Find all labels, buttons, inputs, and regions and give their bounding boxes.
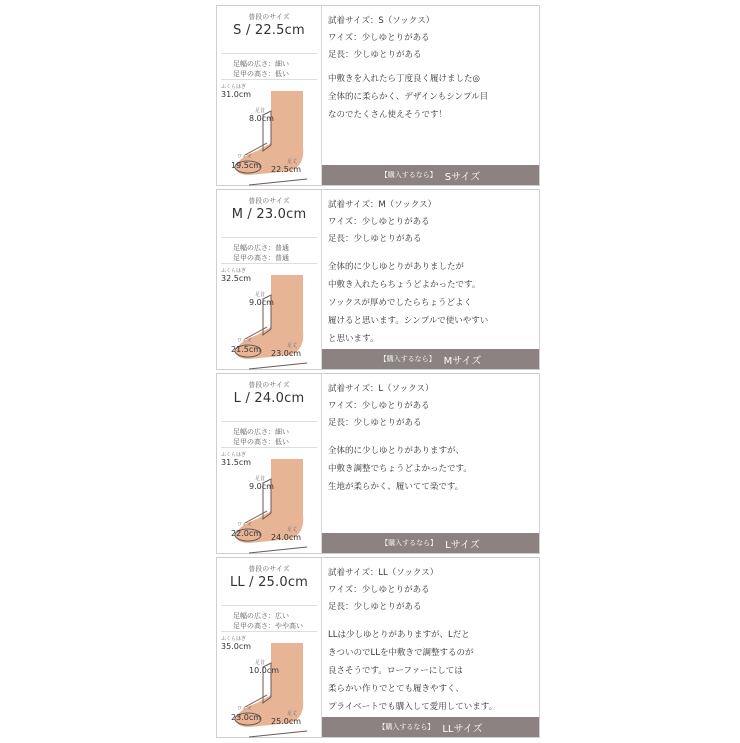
comment-line: 中敷きを入れたら丁度良く履けました◎ bbox=[328, 74, 480, 84]
tried-size-spec bbox=[328, 381, 535, 432]
size-review-card bbox=[216, 189, 540, 370]
spec-line: 試着サイズ：M（ソックス） bbox=[328, 200, 437, 210]
review-panel bbox=[322, 374, 539, 553]
instep-height-line: 足甲の高さ：やや高い bbox=[233, 622, 303, 630]
buy-size-label: Sサイズ bbox=[444, 171, 481, 183]
foot-diagram bbox=[219, 265, 319, 371]
comment-line: 全体的に柔らかく、デザインもシンプル目 bbox=[328, 92, 489, 102]
buy-size-button[interactable] bbox=[322, 717, 539, 737]
spec-line: ワイズ：少しゆとりがある bbox=[328, 33, 430, 43]
ankle-value: 10.0cm bbox=[249, 666, 280, 675]
comment-line: 良さそうです。ローファーにしては bbox=[328, 666, 463, 676]
tried-size-spec bbox=[328, 565, 535, 616]
comment-line: LLは少しゆとりがありますが、Lだと bbox=[328, 630, 470, 640]
wise-caption: ワイズ bbox=[237, 522, 252, 528]
wise-value: 21.5cm bbox=[231, 345, 262, 354]
foot-attributes bbox=[221, 53, 317, 80]
buy-size-prefix: 【購入するなら】 bbox=[380, 171, 437, 179]
usual-size-value: M / 23.0cm bbox=[231, 207, 307, 222]
review-panel bbox=[322, 190, 539, 369]
calf-value: 32.5cm bbox=[221, 274, 252, 283]
foot-width-line: 足幅の広さ：普通 bbox=[233, 244, 289, 252]
ankle-value: 8.0cm bbox=[249, 114, 274, 123]
buy-size-prefix: 【購入するなら】 bbox=[378, 723, 435, 731]
usual-size-label: 普段のサイズ bbox=[248, 197, 290, 205]
ankle-caption: 足首 bbox=[255, 476, 266, 482]
foot-diagram bbox=[219, 633, 319, 739]
comment-line: きついのでLLを中敷きで調整するのが bbox=[328, 648, 474, 658]
spec-line: 試着サイズ：S（ソックス） bbox=[328, 16, 435, 26]
review-comment bbox=[328, 626, 535, 716]
comment-line: なのでたくさん使えそうです！ bbox=[328, 110, 448, 120]
foot-width-line: 足幅の広さ：広い bbox=[233, 612, 289, 620]
size-review-card bbox=[216, 373, 540, 554]
comment-line: 柔らかい作りでとても履きやすく、 bbox=[328, 684, 464, 694]
foot-diagram bbox=[219, 81, 319, 187]
spec-line: ワイズ：少しゆとりがある bbox=[328, 585, 430, 595]
wise-caption: ワイズ bbox=[237, 706, 252, 712]
spec-line: ワイズ：少しゆとりがある bbox=[328, 217, 430, 227]
buy-size-label: Mサイズ bbox=[443, 355, 482, 367]
wise-caption: ワイズ bbox=[237, 154, 252, 160]
buy-size-prefix: 【購入するなら】 bbox=[379, 355, 436, 363]
wise-value: 22.0cm bbox=[231, 529, 262, 538]
buy-size-button[interactable] bbox=[322, 349, 539, 369]
review-panel bbox=[322, 558, 539, 737]
length-caption: 足丈 bbox=[287, 159, 298, 165]
buy-size-label: LLサイズ bbox=[442, 723, 483, 735]
spec-line: 試着サイズ：LL（ソックス） bbox=[328, 568, 439, 578]
wise-value: 19.5cm bbox=[231, 161, 262, 170]
comment-line: ソックスが厚めでしたらちょうどよく bbox=[328, 298, 472, 308]
comment-line: プライベートでも購入して愛用しています。 bbox=[328, 702, 498, 712]
ankle-caption: 足首 bbox=[255, 292, 266, 298]
calf-value: 31.0cm bbox=[221, 90, 252, 99]
tried-size-spec bbox=[328, 13, 535, 64]
usual-size-value: S / 22.5cm bbox=[233, 23, 305, 38]
foot-attributes bbox=[221, 237, 317, 264]
length-caption: 足丈 bbox=[287, 343, 298, 349]
spec-line: 足長：少しゆとりがある bbox=[328, 50, 422, 60]
foot-diagram bbox=[219, 449, 319, 555]
review-comment bbox=[328, 258, 535, 348]
tried-size-spec bbox=[328, 197, 535, 248]
instep-height-line: 足甲の高さ：低い bbox=[233, 438, 289, 446]
calf-value: 35.0cm bbox=[221, 642, 252, 651]
instep-height-line: 足甲の高さ：低い bbox=[233, 70, 289, 78]
length-caption: 足丈 bbox=[287, 527, 298, 533]
foot-attributes bbox=[221, 605, 317, 632]
spec-line: ワイズ：少しゆとりがある bbox=[328, 401, 430, 411]
spec-line: 足長：少しゆとりがある bbox=[328, 602, 422, 612]
buy-size-label: Lサイズ bbox=[445, 539, 480, 551]
buy-size-button[interactable] bbox=[322, 165, 539, 185]
usual-size-label: 普段のサイズ bbox=[248, 13, 290, 21]
calf-caption: ふくらはぎ bbox=[221, 636, 247, 642]
size-review-card bbox=[216, 557, 540, 738]
review-panel bbox=[322, 6, 539, 185]
size-review-card bbox=[216, 5, 540, 186]
wise-caption: ワイズ bbox=[237, 338, 252, 344]
foot-attributes bbox=[221, 421, 317, 448]
review-comment bbox=[328, 442, 535, 496]
calf-caption: ふくらはぎ bbox=[221, 84, 247, 90]
comment-line: 中敷き調整でちょうどよかったです。 bbox=[328, 464, 472, 474]
ankle-value: 9.0cm bbox=[249, 482, 274, 491]
calf-caption: ふくらはぎ bbox=[221, 452, 247, 458]
review-comment bbox=[328, 70, 535, 124]
foot-width-line: 足幅の広さ：細い bbox=[233, 428, 289, 436]
calf-value: 31.5cm bbox=[221, 458, 252, 467]
spec-line: 足長：少しゆとりがある bbox=[328, 234, 422, 244]
ankle-caption: 足首 bbox=[255, 660, 266, 666]
comment-line: 全体的に少しゆとりがありますが、 bbox=[328, 446, 465, 456]
ankle-value: 9.0cm bbox=[249, 298, 274, 307]
measurement-panel bbox=[217, 558, 322, 737]
measurement-panel bbox=[217, 6, 322, 185]
usual-size-label: 普段のサイズ bbox=[248, 381, 290, 389]
spec-line: 足長：少しゆとりがある bbox=[328, 418, 422, 428]
comment-line: 中敷き入れたらちょうどよかったです。 bbox=[328, 280, 481, 290]
length-value: 25.0cm bbox=[271, 717, 302, 726]
spec-line: 試着サイズ：L（ソックス） bbox=[328, 384, 434, 394]
length-value: 24.0cm bbox=[271, 533, 302, 542]
instep-height-line: 足甲の高さ：普通 bbox=[233, 254, 289, 262]
foot-width-line: 足幅の広さ：細い bbox=[233, 60, 289, 68]
usual-size-label: 普段のサイズ bbox=[248, 565, 290, 573]
measurement-panel bbox=[217, 190, 322, 369]
measurement-panel bbox=[217, 374, 322, 553]
comment-line: 生地が柔らかく、履いてて楽です。 bbox=[328, 482, 464, 492]
wise-value: 23.0cm bbox=[231, 713, 262, 722]
comment-line: 履けると思います。シンプルで使いやすい bbox=[328, 316, 489, 326]
usual-size-value: LL / 25.0cm bbox=[229, 575, 309, 590]
buy-size-prefix: 【購入するなら】 bbox=[381, 539, 438, 547]
length-value: 22.5cm bbox=[271, 165, 302, 174]
length-caption: 足丈 bbox=[287, 711, 298, 717]
buy-size-button[interactable] bbox=[322, 533, 539, 553]
comment-line: と思います。 bbox=[328, 334, 379, 344]
usual-size-value: L / 24.0cm bbox=[233, 391, 305, 406]
ankle-caption: 足首 bbox=[255, 108, 266, 114]
comment-line: 全体的に少しゆとりがありましたが bbox=[328, 262, 465, 272]
length-value: 23.0cm bbox=[271, 349, 302, 358]
calf-caption: ふくらはぎ bbox=[221, 268, 247, 274]
